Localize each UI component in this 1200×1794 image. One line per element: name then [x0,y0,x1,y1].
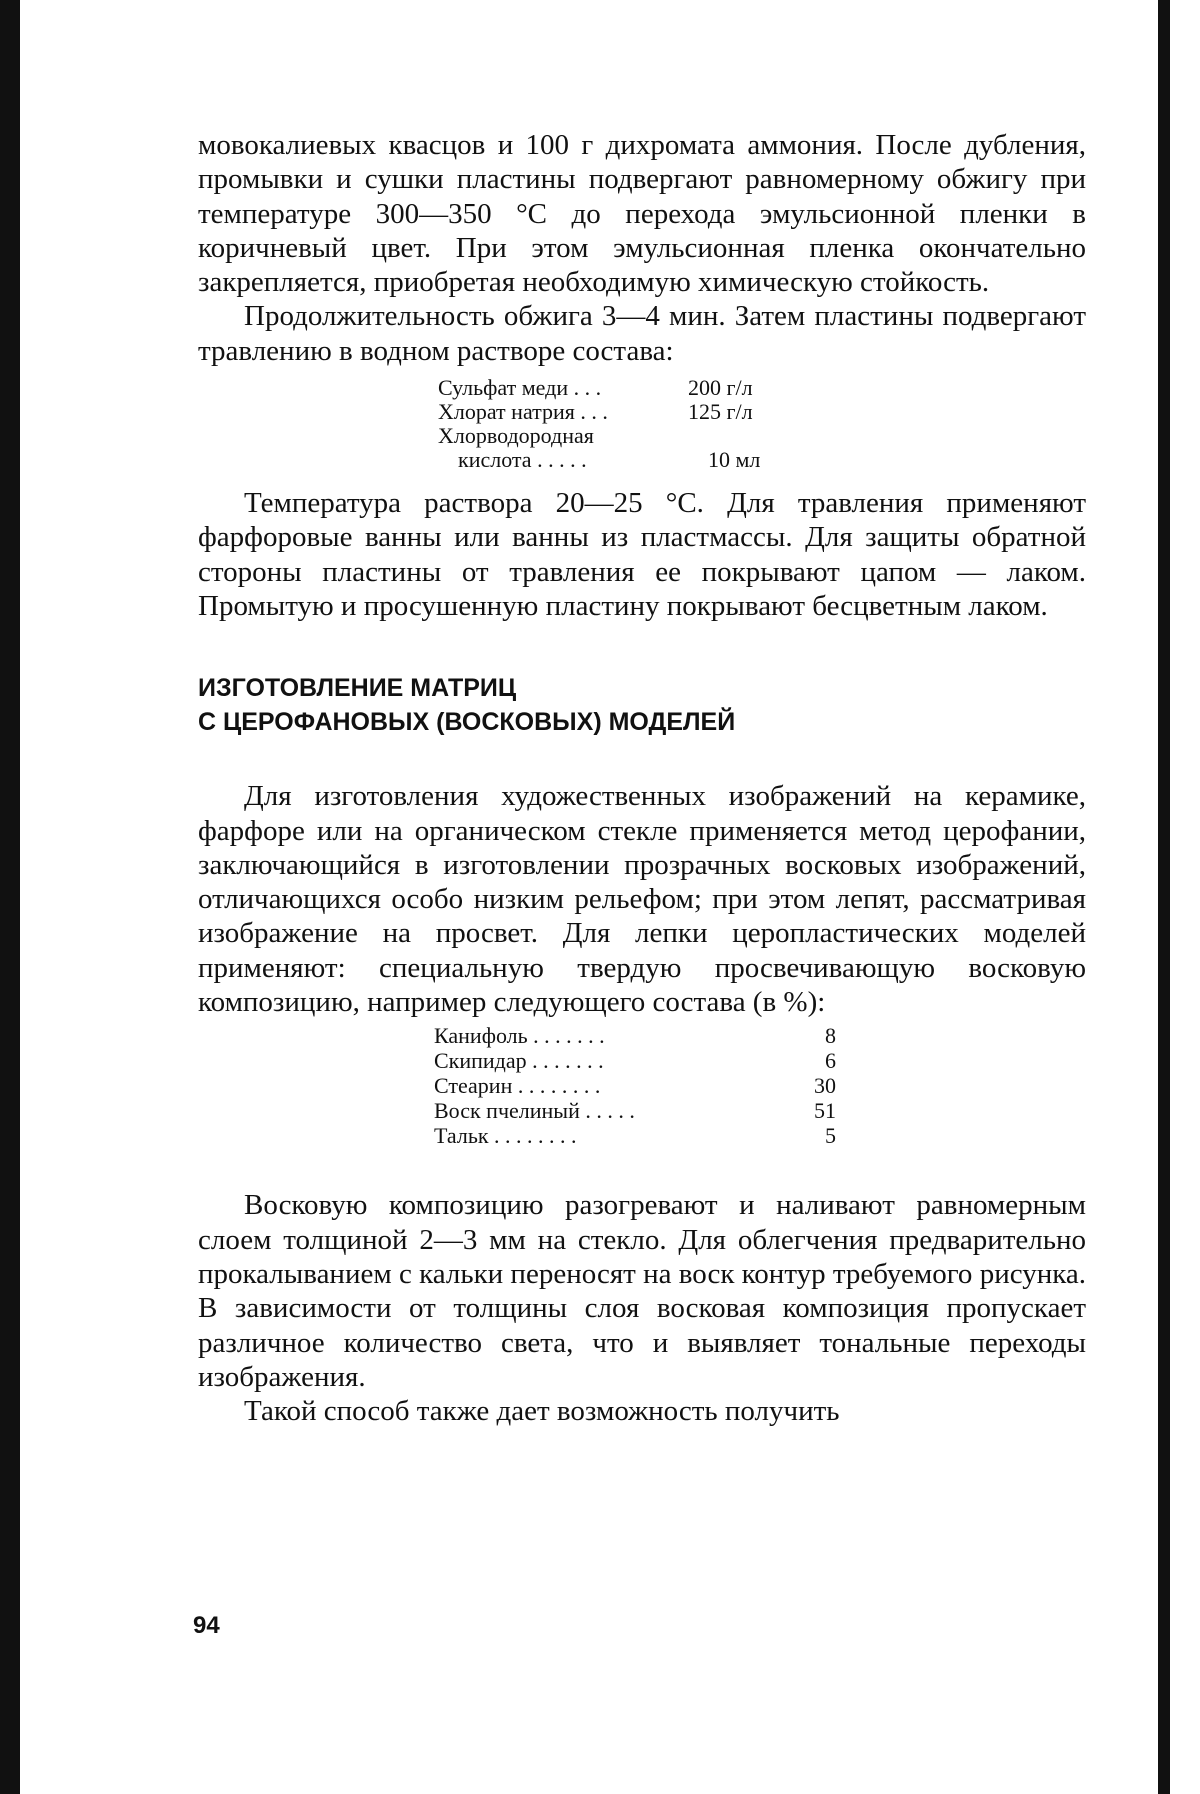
heading-line-2: С ЦЕРОФАНОВЫХ (ВОСКОВЫХ) МОДЕЛЕЙ [198,708,736,737]
page-number: 94 [193,1612,220,1639]
etching-solution-table [438,376,1086,472]
solution-component: Хлорводородная [438,423,594,449]
right-page-edge [1158,0,1170,1794]
composition-row [434,1073,1086,1098]
composition-percent: 6 [825,1048,836,1074]
solution-amount: 10 мл [708,447,761,473]
paragraph-4: Для изготовления художественных изображений на керамике, фарфоре или на органическом стекле применяется метод церофании, заключающийся в изготовлении прозрачных восковых изображений, отличающихся особо низким рельефом; при этом лепят, рассматривая изображение на просвет. Для лепки церопластических моделей применяют: специальную твердую просвечивающую восковую композицию, например следующего состава (в %): [198,780,1086,1019]
composition-percent: 30 [814,1073,836,1099]
composition-row [434,1023,1086,1048]
composition-percent: 5 [825,1123,836,1149]
solution-amount: 125 г/л [688,399,753,425]
solution-row [438,448,1086,472]
solution-row [438,376,1086,400]
solution-component: кислота . . . . . [458,447,587,473]
paragraph-1: мовокалиевых квасцов и 100 г дихромата аммония. После дубления, промывки и сушки пластины подвергают равномерному обжигу при температуре 300—350 °С до перехода эмульсионной пленки в коричневый цвет. При этом эмульсионная пленка окончательно закрепляется, приобретая необходимую химическую стойкость. [198,129,1086,299]
heading-line-1: ИЗГОТОВЛЕНИЕ МАТРИЦ [198,674,517,703]
composition-row [434,1123,1086,1148]
composition-component: Тальк . . . . . . . . [434,1123,577,1149]
paragraph-3: Температура раствора 20—25 °С. Для травления применяют фарфоровые ванны или ванны из пластмассы. Для защиты обратной стороны пластины от травления ее покрывают цапом — лаком. Промытую и просушенную пластину покрывают бесцветным лаком. [198,487,1086,622]
wax-composition-table [434,1023,1086,1148]
solution-amount [688,424,778,448]
composition-component: Скипидар . . . . . . . [434,1048,604,1074]
solution-component: Сульфат меди . . . [438,375,602,401]
composition-row [434,1048,1086,1073]
solution-component: Хлорат натрия . . . [438,399,608,425]
left-page-edge [0,0,20,1794]
paragraph-5: Восковую композицию разогревают и наливают равномерным слоем толщиной 2—3 мм на стекло. Для облегчения предварительно прокалыванием с кальки переносят на воск контур требуемого рисунка. В зависимости от толщины слоя восковая композиция пропускает различное количество света, что и выявляет тональные переходы изображения. [198,1189,1086,1393]
solution-amount: 200 г/л [688,375,753,401]
solution-row [438,400,1086,424]
paragraph-2: Продолжительность обжига 3—4 мин. Затем пластины подвергают травлению в водном растворе состава: [198,300,1086,367]
composition-component: Воск пчелиный . . . . . [434,1098,635,1124]
composition-percent: 51 [814,1098,836,1124]
composition-component: Канифоль . . . . . . . [434,1023,605,1049]
composition-row [434,1098,1086,1123]
composition-component: Стеарин . . . . . . . . [434,1073,601,1099]
paragraph-6: Такой способ также дает возможность получить [244,1395,840,1428]
solution-row [438,424,1086,448]
section-heading [198,671,1086,739]
page-body [198,128,1086,1428]
composition-percent: 8 [825,1023,836,1049]
